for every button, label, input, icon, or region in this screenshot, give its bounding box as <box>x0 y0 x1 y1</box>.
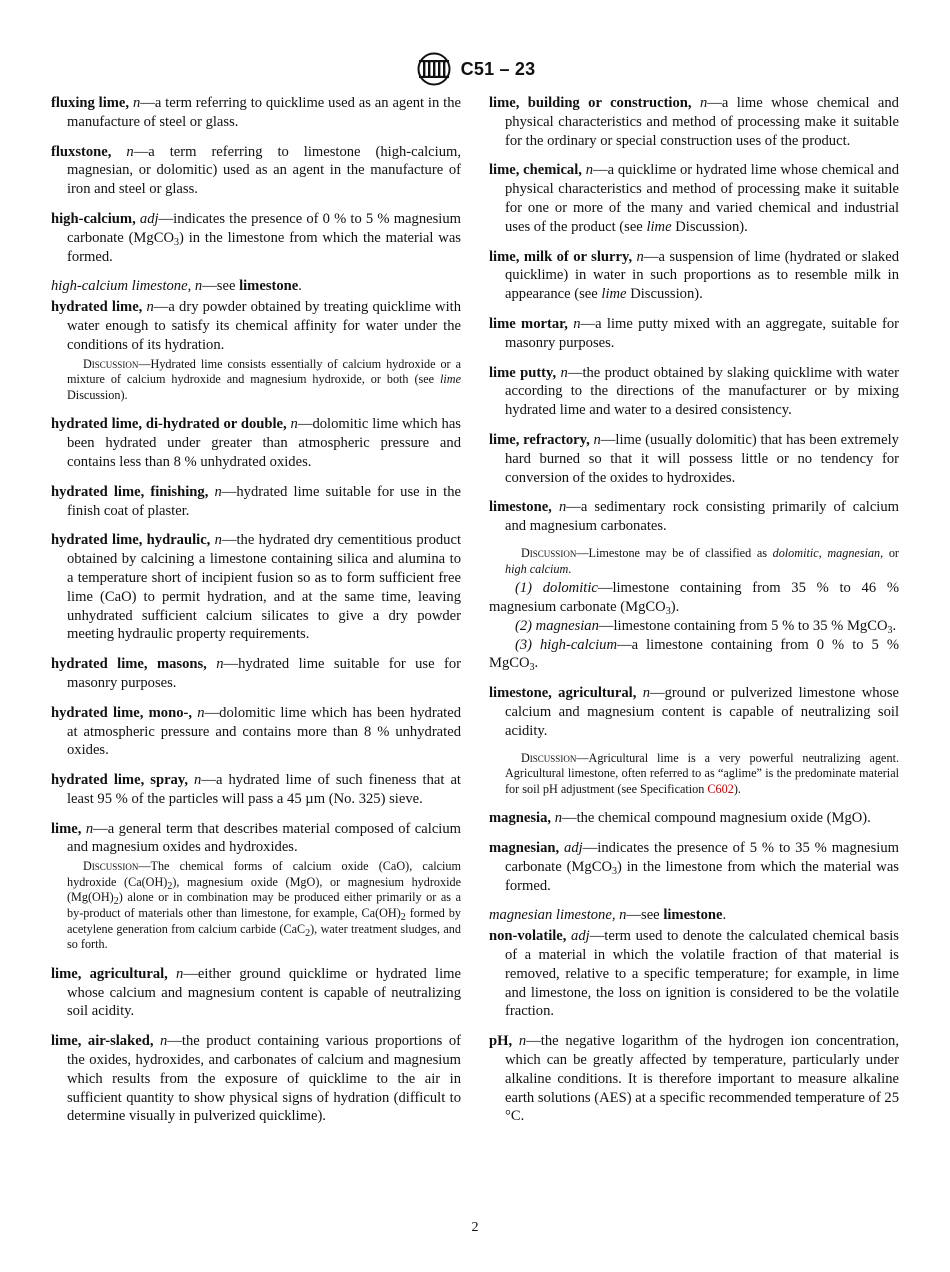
entry-lime-air-slaked: lime, air-slaked, n—the product containing various proportions of the oxides, hydroxides, and carbonates of calcium and magnesium which results from the exposure of quicklime to the air in sufficient quantity to show physical signs of hydration (difficult to determine visually in pulverized quicklime). <box>51 1033 461 1125</box>
entry-hydrated-lime: hydrated lime, n—a dry powder obtained by treating quicklime with water enough to satisfy its chemical affinity for water under the conditions of its hydration. <box>51 299 461 353</box>
astm-logo-icon <box>415 52 453 86</box>
discussion-lime: Discussion—The chemical forms of calcium oxide (CaO), calcium hydroxide $(Ca(OH)_2)$, magnesium oxide (MgO), or magnesium hydroxide $(Mg(OH)_2)$ alone or in combination may be produced either primarily or as a by-product of materials other than limestone, for example, $Ca(OH)_2$ formed by acetylene generation from calcium carbide (CaC$_2$), water treatment sludges, and so forth. <box>67 859 461 952</box>
entry-hydrated-lime-dihydrated: hydrated lime, di-hydrated or double, n—dolomitic lime which has been hydrated under greater than atmospheric pressure and contains less than 8 % unhydrated oxides. <box>51 416 461 470</box>
entry-lime-agricultural: lime, agricultural, n—either ground quicklime or hydrated lime whose calcium and magnesium content is capable of neutralizing soil acidity. <box>51 965 461 1020</box>
entry-hydrated-lime-spray: hydrated lime, spray, n—a hydrated lime of such fineness that at least 95 % of the particles will pass a 45 µm (No. 325) sieve. <box>51 772 461 807</box>
discussion-limestone: Discussion—Limestone may be of classified as dolomitic, magnesian, or high calcium. <box>505 545 899 576</box>
entry-lime-mortar: lime mortar, n—a lime putty mixed with an aggregate, suitable for masonry purposes. <box>489 315 899 351</box>
entry-fluxing-lime: fluxing lime, n—a term referring to quicklime used as an agent in the manufacture of steel or glass. <box>51 95 461 130</box>
entry-lime-putty: lime putty, n—the product obtained by slaking quicklime with water according to the directions of the manufacturer or by mixing hydrated lime and water to a desired consistency. <box>489 364 899 419</box>
spec-c602-link[interactable]: C602 <box>707 781 734 796</box>
right-column <box>489 94 899 1137</box>
entry-non-volatile: non-volatile, adj—term used to denote the calculated chemical basis of a material in which the volatile fraction of that material is removed, relative to a specific temperature; for example, in lime and limestone, the loss on ignition is considered to be the volatile fraction. <box>489 928 899 1020</box>
left-column <box>51 94 461 1137</box>
entry-lime: lime, n—a general term that describes material composed of calcium and magnesium oxides and hydroxides. <box>51 820 461 856</box>
entry-lime-refractory: lime, refractory, n—lime (usually dolomitic) that has been extremely hard burned so that it will possess little or no tendency for conversion of the oxides to hydroxides. <box>489 431 899 486</box>
entry-limestone-agricultural: limestone, agricultural, n—ground or pulverized limestone whose calcium and magnesium content is capable of neutralizing soil acidity. <box>489 685 899 739</box>
standard-designation: C51 – 23 <box>460 58 536 79</box>
page-number: 2 <box>471 1220 479 1235</box>
entry-hydrated-lime-hydraulic: hydrated lime, hydraulic, n—the hydrated dry cementitious product obtained by calcining a limestone containing silica and alumina to a temperature short of incipient fusion so as to form sufficient free lime (CaO) to permit hydration, and at the same time, leaving unhydrated sufficient calcium silicates to give a dry powder meeting hydraulic property requirements. <box>51 532 461 643</box>
limestone-class-magnesian: (2) magnesian—limestone containing from 5 % to 35 % MgCO$_3$. <box>515 617 897 636</box>
entry-fluxstone: fluxstone, n—a term referring to limestone (high-calcium, magnesian, or dolomitic) used as an agent in the manufacture of iron and steel or glass. <box>51 143 461 198</box>
entry-high-calcium: high-calcium, adj—indicates the presence of 0 % to 5 % magnesium carbonate (MgCO$_3$) in the limestone from which the material was formed. <box>51 210 461 265</box>
entry-magnesian: magnesian, adj—indicates the presence of 5 % to 35 % magnesium carbonate (MgCO$_3$) in the limestone from which the material was formed. <box>489 840 899 894</box>
discussion-hydrated-lime: Discussion—Hydrated lime consists essentially of calcium hydroxide or a mixture of calcium hydroxide and magnesium hydroxide, or both (see lime Discussion). <box>67 356 461 402</box>
entry-ph: pH, n—the negative logarithm of the hydrogen ion concentration, which can be greatly affected by temperature, particularly under alkaline conditions. It is therefore important to measure alkaline earth solutions (AES) at a specific recommended temperature of 25 °C. <box>489 1033 899 1125</box>
entry-magnesia: magnesia, n—the chemical compound magnesium oxide (MgO). <box>489 810 871 827</box>
discussion-limestone-agricultural: Discussion—Agricultural lime is a very powerful neutralizing agent. Agricultural limestone, often referred to as “aglime” is the predominate material for soil pH adjustment (see Specification C602). <box>505 750 899 796</box>
entry-high-calcium-limestone: high-calcium limestone, n—see limestone. <box>51 278 302 295</box>
entry-lime-building: lime, building or construction, n—a lime whose chemical and physical characteristics and method of processing make it suitable for the ordinary or special construction uses of the product. <box>489 95 899 149</box>
entry-hydrated-lime-masons: hydrated lime, masons, n—hydrated lime suitable for use for masonry purposes. <box>51 656 461 691</box>
entry-hydrated-lime-finishing: hydrated lime, finishing, n—hydrated lime suitable for use in the finish coat of plaster. <box>51 483 461 519</box>
entry-limestone: limestone, n—a sedimentary rock consisting primarily of calcium and magnesium carbonates. <box>489 499 899 535</box>
entry-lime-milk: lime, milk of or slurry, n—a suspension of lime (hydrated or slaked quicklime) in water in such proportions as to resemble milk in appearance (see lime Discussion). <box>489 248 899 303</box>
entry-hydrated-lime-mono: hydrated lime, mono-, n—dolomitic lime which has been hydrated at atmospheric pressure and contains more than 8 % unhydrated oxides. <box>51 704 462 759</box>
limestone-class-high-calcium: (3) high-calcium—a limestone containing from 0 % to 5 % MgCO$_3$. <box>489 636 899 674</box>
entry-magnesian-limestone: magnesian limestone, n—see limestone. <box>489 907 727 924</box>
limestone-class-dolomitic: (1) dolomitic—limestone containing from 35 % to 46 % magnesium carbonate (MgCO$_3$). <box>489 580 899 617</box>
page-header <box>0 52 950 86</box>
entry-lime-chemical: lime, chemical, n—a quicklime or hydrated lime whose chemical and physical characteristics and method of processing make it suitable for one or more of the many and varied chemical and industrial uses of the product (see lime Discussion). <box>489 162 899 235</box>
